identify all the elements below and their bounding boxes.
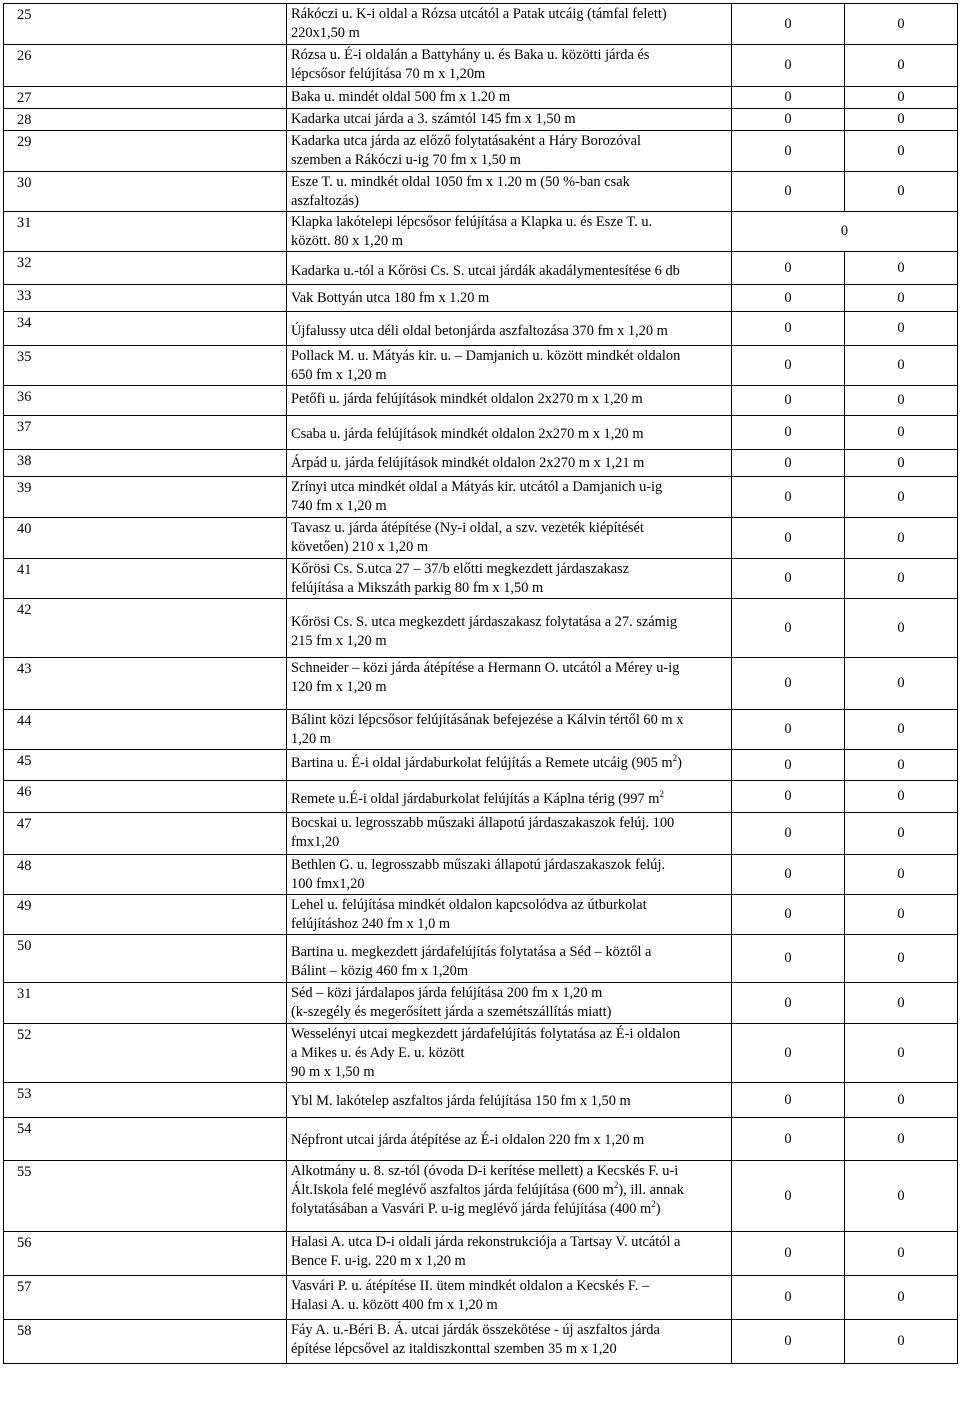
value-cell: 0 bbox=[845, 4, 958, 45]
description-text: ) bbox=[655, 1201, 661, 1217]
superscript: 2 bbox=[672, 753, 678, 763]
table-row bbox=[4, 212, 958, 252]
row-number: 31 bbox=[4, 983, 287, 1024]
row-description bbox=[287, 935, 732, 983]
value-cell: 0 bbox=[732, 658, 845, 710]
table-row bbox=[4, 386, 958, 416]
description-text: Bartina u. É-i oldal járdaburkolat felújítás a Remete utcáig (905 m bbox=[291, 755, 673, 771]
row-number: 29 bbox=[4, 131, 287, 172]
row-description bbox=[287, 450, 732, 477]
row-description bbox=[287, 312, 732, 346]
row-description bbox=[287, 386, 732, 416]
row-description bbox=[287, 750, 732, 781]
value-cell: 0 bbox=[845, 1232, 958, 1276]
description-text: 215 fm x 1,20 m bbox=[291, 633, 387, 649]
description-text: Népfront utcai járda átépítése az É-i oldalon 220 fm x 1,20 m bbox=[291, 1132, 645, 1148]
row-number: 55 bbox=[4, 1161, 287, 1232]
row-number: 25 bbox=[4, 4, 287, 45]
row-number: 28 bbox=[4, 109, 287, 131]
description-text: a Mikes u. és Ady E. u. között bbox=[291, 1045, 465, 1061]
row-description bbox=[287, 1232, 732, 1276]
value-cell: 0 bbox=[732, 285, 845, 312]
table-row bbox=[4, 285, 958, 312]
table-row bbox=[4, 45, 958, 87]
description-text: Bethlen G. u. legrosszabb műszaki állapotú járdaszakaszok felúj. bbox=[291, 857, 666, 873]
value-cell: 0 bbox=[732, 172, 845, 212]
value-cell: 0 bbox=[845, 386, 958, 416]
description-text: között. 80 x 1,20 m bbox=[291, 233, 403, 249]
row-description bbox=[287, 1118, 732, 1161]
value-cell: 0 bbox=[732, 750, 845, 781]
row-number: 53 bbox=[4, 1083, 287, 1118]
row-number: 44 bbox=[4, 710, 287, 750]
value-cell: 0 bbox=[732, 252, 845, 285]
description-text: Rózsa u. É-i oldalán a Battyhány u. és Baka u. közötti járda és bbox=[291, 47, 650, 63]
value-cell: 0 bbox=[845, 346, 958, 386]
description-text: Kőrösi Cs. S.utca 27 – 37/b előtti megkezdett járdaszakasz bbox=[291, 561, 630, 577]
value-cell: 0 bbox=[845, 477, 958, 518]
value-cell: 0 bbox=[732, 710, 845, 750]
description-text: folytatásában a Vasvári P. u-ig meglévő járda felújítása (400 m bbox=[291, 1201, 652, 1217]
description-text: Tavasz u. járda átépítése (Ny-i oldal, a szv. vezeték kiépítését bbox=[291, 520, 644, 536]
value-cell: 0 bbox=[732, 212, 958, 252]
row-number: 57 bbox=[4, 1276, 287, 1320]
value-cell: 0 bbox=[845, 1024, 958, 1083]
value-cell: 0 bbox=[845, 285, 958, 312]
description-text: Remete u.É-i oldal járdaburkolat felújítás a Káplna térig (997 m bbox=[291, 791, 660, 807]
description-text: 1,20 m bbox=[291, 731, 331, 747]
description-text: 220x1,50 m bbox=[291, 25, 360, 41]
value-cell: 0 bbox=[845, 109, 958, 131]
value-cell: 0 bbox=[732, 813, 845, 855]
value-cell: 0 bbox=[845, 450, 958, 477]
row-number: 32 bbox=[4, 252, 287, 285]
value-cell: 0 bbox=[732, 45, 845, 87]
row-number: 33 bbox=[4, 285, 287, 312]
value-cell: 0 bbox=[732, 895, 845, 935]
description-text: Árpád u. járda felújítások mindkét oldalon 2x270 m x 1,21 m bbox=[291, 455, 645, 471]
value-cell: 0 bbox=[845, 1161, 958, 1232]
description-text: Kadarka utca járda az előző folytatásaként a Háry Borozóval bbox=[291, 133, 641, 149]
row-number: 50 bbox=[4, 935, 287, 983]
row-description bbox=[287, 559, 732, 599]
value-cell: 0 bbox=[732, 518, 845, 559]
value-cell: 0 bbox=[845, 983, 958, 1024]
value-cell: 0 bbox=[845, 599, 958, 658]
row-number: 31 bbox=[4, 212, 287, 252]
table-row bbox=[4, 450, 958, 477]
table-row bbox=[4, 710, 958, 750]
row-description bbox=[287, 781, 732, 813]
table-row bbox=[4, 87, 958, 109]
row-description bbox=[287, 477, 732, 518]
table-row bbox=[4, 1320, 958, 1364]
row-description bbox=[287, 518, 732, 559]
superscript: 2 bbox=[659, 789, 664, 799]
row-number: 41 bbox=[4, 559, 287, 599]
value-cell: 0 bbox=[845, 131, 958, 172]
row-number: 54 bbox=[4, 1118, 287, 1161]
table-row bbox=[4, 935, 958, 983]
table-row bbox=[4, 781, 958, 813]
value-cell: 0 bbox=[732, 1083, 845, 1118]
row-description bbox=[287, 212, 732, 252]
value-cell: 0 bbox=[845, 518, 958, 559]
row-number: 52 bbox=[4, 1024, 287, 1083]
description-text: építése lépcsővel az italdiszkonttal szemben 35 m x 1,20 bbox=[291, 1341, 617, 1357]
table-row bbox=[4, 855, 958, 895]
table-row bbox=[4, 131, 958, 172]
description-text: 740 fm x 1,20 m bbox=[291, 498, 387, 514]
value-cell: 0 bbox=[732, 346, 845, 386]
row-description bbox=[287, 4, 732, 45]
description-text: Kadarka u.-tól a Kőrösi Cs. S. utcai járdák akadálymentesítése 6 db bbox=[291, 263, 680, 279]
value-cell: 0 bbox=[845, 416, 958, 450]
row-number: 49 bbox=[4, 895, 287, 935]
description-text: 90 m x 1,50 m bbox=[291, 1064, 375, 1080]
superscript: 2 bbox=[613, 1180, 619, 1190]
value-cell: 0 bbox=[732, 1024, 845, 1083]
row-description bbox=[287, 710, 732, 750]
table-row bbox=[4, 416, 958, 450]
value-cell: 0 bbox=[845, 658, 958, 710]
description-text: Baka u. mindét oldal 500 fm x 1.20 m bbox=[291, 89, 511, 105]
description-text: Vak Bottyán utca 180 fm x 1.20 m bbox=[291, 290, 490, 306]
row-description bbox=[287, 131, 732, 172]
description-text: Klapka lakótelepi lépcsősor felújítása a Klapka u. és Esze T. u. bbox=[291, 214, 653, 230]
value-cell: 0 bbox=[732, 87, 845, 109]
row-description bbox=[287, 45, 732, 87]
table-row bbox=[4, 1276, 958, 1320]
description-text: felújítása a Mikszáth parkig 80 fm x 1,50 m bbox=[291, 580, 544, 596]
row-description bbox=[287, 346, 732, 386]
value-cell: 0 bbox=[732, 109, 845, 131]
description-text: szemben a Rákóczi u-ig 70 fm x 1,50 m bbox=[291, 152, 521, 168]
table-row bbox=[4, 477, 958, 518]
row-number: 27 bbox=[4, 87, 287, 109]
value-cell: 0 bbox=[732, 477, 845, 518]
row-number: 26 bbox=[4, 45, 287, 87]
description-text: Rákóczi u. K-i oldal a Rózsa utcától a Patak utcáig (támfal felett) bbox=[291, 6, 667, 22]
description-text: aszfaltozás) bbox=[291, 193, 359, 209]
value-cell: 0 bbox=[732, 781, 845, 813]
row-description bbox=[287, 895, 732, 935]
value-cell: 0 bbox=[845, 252, 958, 285]
value-cell: 0 bbox=[732, 131, 845, 172]
description-text: Bocskai u. legrosszabb műszaki állapotú járdaszakaszok felúj. 100 bbox=[291, 815, 675, 831]
row-description bbox=[287, 1024, 732, 1083]
value-cell: 0 bbox=[732, 1118, 845, 1161]
description-text: Csaba u. járda felújítások mindkét oldalon 2x270 m x 1,20 m bbox=[291, 426, 644, 442]
row-number: 42 bbox=[4, 599, 287, 658]
row-number: 36 bbox=[4, 386, 287, 416]
description-text: Ybl M. lakótelep aszfaltos járda felújítása 150 fm x 1,50 m bbox=[291, 1093, 631, 1109]
value-cell: 0 bbox=[845, 895, 958, 935]
row-number: 56 bbox=[4, 1232, 287, 1276]
value-cell: 0 bbox=[732, 450, 845, 477]
table-row bbox=[4, 599, 958, 658]
value-cell: 0 bbox=[732, 1320, 845, 1364]
table-row bbox=[4, 518, 958, 559]
table-row bbox=[4, 1161, 958, 1232]
table-row bbox=[4, 750, 958, 781]
description-text: Petőfi u. járda felújítások mindkét oldalon 2x270 m x 1,20 m bbox=[291, 391, 643, 407]
row-description bbox=[287, 285, 732, 312]
row-description bbox=[287, 252, 732, 285]
value-cell: 0 bbox=[845, 781, 958, 813]
description-text: Bálint – közig 460 fm x 1,20m bbox=[291, 963, 469, 979]
description-text: Esze T. u. mindkét oldal 1050 fm x 1.20 m (50 %-ban csak bbox=[291, 174, 630, 190]
value-cell: 0 bbox=[845, 710, 958, 750]
row-description bbox=[287, 599, 732, 658]
value-cell: 0 bbox=[732, 935, 845, 983]
table-row bbox=[4, 1118, 958, 1161]
description-text: Kőrösi Cs. S. utca megkezdett járdaszakasz folytatása a 27. számig bbox=[291, 614, 678, 630]
description-text: Séd – közi járdalapos járda felújítása 200 fm x 1,20 m bbox=[291, 985, 603, 1001]
row-number: 34 bbox=[4, 312, 287, 346]
table-row bbox=[4, 346, 958, 386]
row-number: 45 bbox=[4, 750, 287, 781]
description-text: Vasvári P. u. átépítése II. ütem mindkét oldalon a Kecskés F. – bbox=[291, 1278, 650, 1294]
row-number: 38 bbox=[4, 450, 287, 477]
row-number: 46 bbox=[4, 781, 287, 813]
description-text: Bence F. u-ig. 220 m x 1,20 m bbox=[291, 1253, 466, 1269]
value-cell: 0 bbox=[845, 750, 958, 781]
row-description bbox=[287, 109, 732, 131]
description-text: Fáy A. u.-Béri B. Á. utcai járdák összekötése - új aszfaltos járda bbox=[291, 1322, 660, 1338]
table-row bbox=[4, 252, 958, 285]
table-row bbox=[4, 895, 958, 935]
description-text: lépcsősor felújítása 70 m x 1,20m bbox=[291, 66, 486, 82]
description-text: (k-szegély és megerősített járda a szemétszállítás miatt) bbox=[291, 1004, 612, 1020]
description-text: Ált.Iskola felé meglévő aszfaltos járda felújítása (600 m bbox=[291, 1182, 614, 1198]
value-cell: 0 bbox=[732, 559, 845, 599]
row-number: 40 bbox=[4, 518, 287, 559]
value-cell: 0 bbox=[732, 855, 845, 895]
description-text: Halasi A. utca D-i oldali járda rekonstrukciója a Tartsay V. utcától a bbox=[291, 1234, 681, 1250]
value-cell: 0 bbox=[732, 4, 845, 45]
row-number: 39 bbox=[4, 477, 287, 518]
value-cell: 0 bbox=[845, 1083, 958, 1118]
description-text: 100 fmx1,20 bbox=[291, 876, 365, 892]
value-cell: 0 bbox=[845, 935, 958, 983]
table-row bbox=[4, 658, 958, 710]
description-text: Alkotmány u. 8. sz-tól (óvoda D-i kerítése mellett) a Kecskés F. u-i bbox=[291, 1163, 679, 1179]
value-cell: 0 bbox=[732, 1232, 845, 1276]
table-row bbox=[4, 1024, 958, 1083]
row-number: 47 bbox=[4, 813, 287, 855]
description-text: követően) 210 x 1,20 m bbox=[291, 539, 429, 555]
row-number: 30 bbox=[4, 172, 287, 212]
description-text: Zrínyi utca mindkét oldal a Mátyás kir. utcától a Damjanich u-ig bbox=[291, 479, 663, 495]
table-row bbox=[4, 559, 958, 599]
description-text: 120 fm x 1,20 m bbox=[291, 679, 387, 695]
row-description bbox=[287, 813, 732, 855]
value-cell: 0 bbox=[845, 855, 958, 895]
row-description bbox=[287, 87, 732, 109]
description-text: Halasi A. u. között 400 fm x 1,20 m bbox=[291, 1297, 498, 1313]
description-text: 650 fm x 1,20 m bbox=[291, 367, 387, 383]
value-cell: 0 bbox=[732, 312, 845, 346]
row-description bbox=[287, 1161, 732, 1232]
table-row bbox=[4, 4, 958, 45]
table-row bbox=[4, 813, 958, 855]
table-row bbox=[4, 172, 958, 212]
description-text: ) bbox=[677, 755, 682, 771]
row-number: 35 bbox=[4, 346, 287, 386]
value-cell: 0 bbox=[732, 386, 845, 416]
table-row bbox=[4, 1232, 958, 1276]
description-text: felújításhoz 240 fm x 1,0 m bbox=[291, 916, 451, 932]
row-description bbox=[287, 658, 732, 710]
description-text: Schneider – közi járda átépítése a Hermann O. utcától a Mérey u-ig bbox=[291, 660, 680, 676]
description-text: Lehel u. felújítása mindkét oldalon kapcsolódva az útburkolat bbox=[291, 897, 647, 913]
row-number: 48 bbox=[4, 855, 287, 895]
row-description bbox=[287, 1320, 732, 1364]
description-text: Kadarka utcai járda a 3. számtól 145 fm x 1,50 m bbox=[291, 111, 576, 127]
value-cell: 0 bbox=[845, 1118, 958, 1161]
value-cell: 0 bbox=[845, 1276, 958, 1320]
value-cell: 0 bbox=[845, 813, 958, 855]
table-row bbox=[4, 1083, 958, 1118]
description-text: ), ill. annak bbox=[618, 1182, 684, 1198]
value-cell: 0 bbox=[732, 1276, 845, 1320]
value-cell: 0 bbox=[845, 172, 958, 212]
value-cell: 0 bbox=[845, 45, 958, 87]
description-text: Újfalussy utca déli oldal betonjárda aszfaltozása 370 fm x 1,20 m bbox=[291, 323, 668, 339]
value-cell: 0 bbox=[732, 416, 845, 450]
description-text: Pollack M. u. Mátyás kir. u. – Damjanich u. között mindkét oldalon bbox=[291, 348, 681, 364]
table-row bbox=[4, 312, 958, 346]
row-description bbox=[287, 1276, 732, 1320]
row-number: 37 bbox=[4, 416, 287, 450]
value-cell: 0 bbox=[845, 87, 958, 109]
row-number: 58 bbox=[4, 1320, 287, 1364]
description-text: Wesselényi utcai megkezdett járdafelújítás folytatása az É-i oldalon bbox=[291, 1026, 681, 1042]
description-text: fmx1,20 bbox=[291, 834, 340, 850]
value-cell: 0 bbox=[845, 312, 958, 346]
row-description bbox=[287, 855, 732, 895]
sidewalk-projects-table bbox=[3, 3, 958, 1364]
value-cell: 0 bbox=[732, 599, 845, 658]
value-cell: 0 bbox=[732, 983, 845, 1024]
table-row bbox=[4, 983, 958, 1024]
row-number: 43 bbox=[4, 658, 287, 710]
row-description bbox=[287, 172, 732, 212]
description-text: Bartina u. megkezdett járdafelújítás folytatása a Séd – köztől a bbox=[291, 944, 652, 960]
description-text: Bálint közi lépcsősor felújításának befejezése a Kálvin tértől 60 m x bbox=[291, 712, 684, 728]
table-row bbox=[4, 109, 958, 131]
value-cell: 0 bbox=[732, 1161, 845, 1232]
value-cell: 0 bbox=[845, 1320, 958, 1364]
row-description bbox=[287, 983, 732, 1024]
superscript: 2 bbox=[651, 1199, 656, 1209]
row-description bbox=[287, 1083, 732, 1118]
value-cell: 0 bbox=[845, 559, 958, 599]
row-description bbox=[287, 416, 732, 450]
